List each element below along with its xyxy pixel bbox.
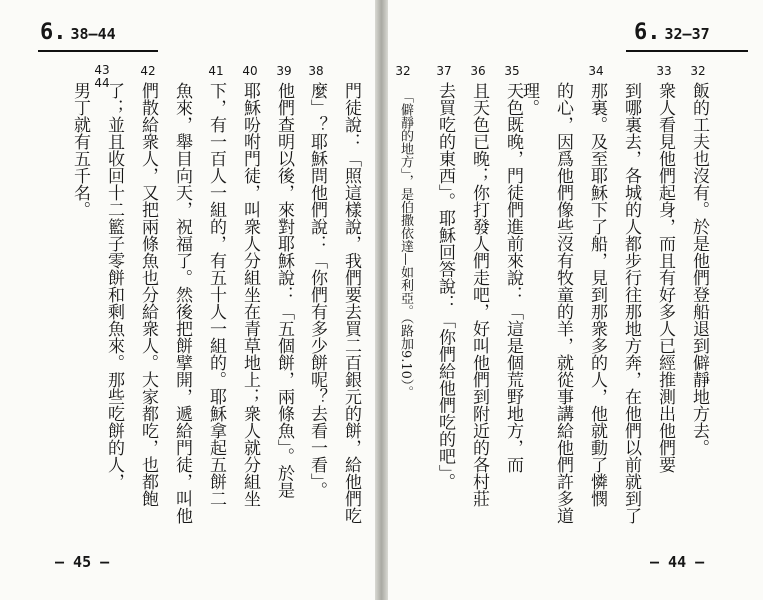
verse-number: 34 <box>588 64 604 78</box>
left-page <box>0 0 375 600</box>
book-gutter <box>375 0 388 600</box>
text-column: 了；並且收回十二籃子零餅和剩魚來。那些吃餅的人， <box>104 82 124 490</box>
text-column: 飯的工夫也沒有。於是他們登船退到僻靜地方去。 <box>689 82 709 456</box>
text-column: 男丁就有五千名。 <box>70 82 90 218</box>
verse-number: 37 <box>436 64 452 78</box>
left-page-number: — 45 — <box>55 553 110 571</box>
verse-number: 40 <box>242 64 258 78</box>
verse-number: 35 <box>504 64 520 78</box>
left-header-rule <box>38 50 158 52</box>
verse-number: 41 <box>208 64 224 78</box>
text-column: 門徒說：「照這樣說，我們要去買二百銀元的餅，給他們吃 <box>341 82 361 524</box>
verse-number: 32 <box>690 64 706 78</box>
text-column: 下，有一百人一組的，有五十人一組的。耶穌拿起五餅二 <box>206 82 226 507</box>
left-header-verses: 38—44 <box>70 25 116 43</box>
verse-number: 43 44 <box>94 63 110 90</box>
text-column: 到哪裏去，各城的人都步行往那地方奔，在他們以前就到了 <box>621 82 641 524</box>
text-column: 衆人看見他們起身，而且有好多人已經推測出他們要 <box>655 82 675 473</box>
right-header-verses: 32—37 <box>664 25 710 43</box>
footnote: 「僻靜的地方」，是伯撒依達—如利亞。（路加9.10）。 <box>398 90 413 399</box>
verse-number: 39 <box>276 64 292 78</box>
verse-number: 36 <box>470 64 486 78</box>
left-header-chapter: 6. <box>40 20 67 45</box>
text-column: 魚來，舉目向天，祝福了。然後把餅擘開，遞給門徒，叫他 <box>172 82 192 524</box>
left-page-header <box>40 20 116 50</box>
right-page <box>388 0 763 600</box>
text-column: 們散給衆人，又把兩條魚也分給衆人。大家都吃，也都飽 <box>138 82 158 507</box>
right-page-header <box>634 20 710 50</box>
right-header-rule <box>626 50 748 52</box>
text-column: 麼」？耶穌問他們說：「你們有多少餅呢？去看一看」。 <box>307 82 327 499</box>
text-column: 理。 <box>519 82 539 116</box>
text-column: 去買吃的東西」。耶穌回答說：「你們給他們吃的吧」。 <box>435 82 455 490</box>
footnote-number: 32 <box>395 64 411 78</box>
text-column: 耶穌吩咐門徒，叫衆人分組坐在青草地上；衆人就分組坐 <box>240 82 260 507</box>
verse-number: 42 <box>140 64 156 78</box>
text-column: 且天色已晚；你打發人們走吧，好叫他們到附近的各村莊 <box>469 82 489 507</box>
verse-number: 33 <box>656 64 672 78</box>
text-column: 他們查明以後，來對耶穌說：「五個餅，兩條魚」。於是 <box>274 82 294 499</box>
text-column: 的心，因爲他們像些沒有牧童的羊，就從事講給他們許多道 <box>553 82 573 524</box>
right-page-number: — 44 — <box>650 553 705 571</box>
right-header-chapter: 6. <box>634 20 661 45</box>
text-column: 那裏。及至耶穌下了船，見到那衆多的人，他就動了憐憫 <box>587 82 607 507</box>
verse-number: 38 <box>308 64 324 78</box>
text-column: 天色既晚，門徒們進前來說：「這是個荒野地方，而 <box>503 82 523 473</box>
